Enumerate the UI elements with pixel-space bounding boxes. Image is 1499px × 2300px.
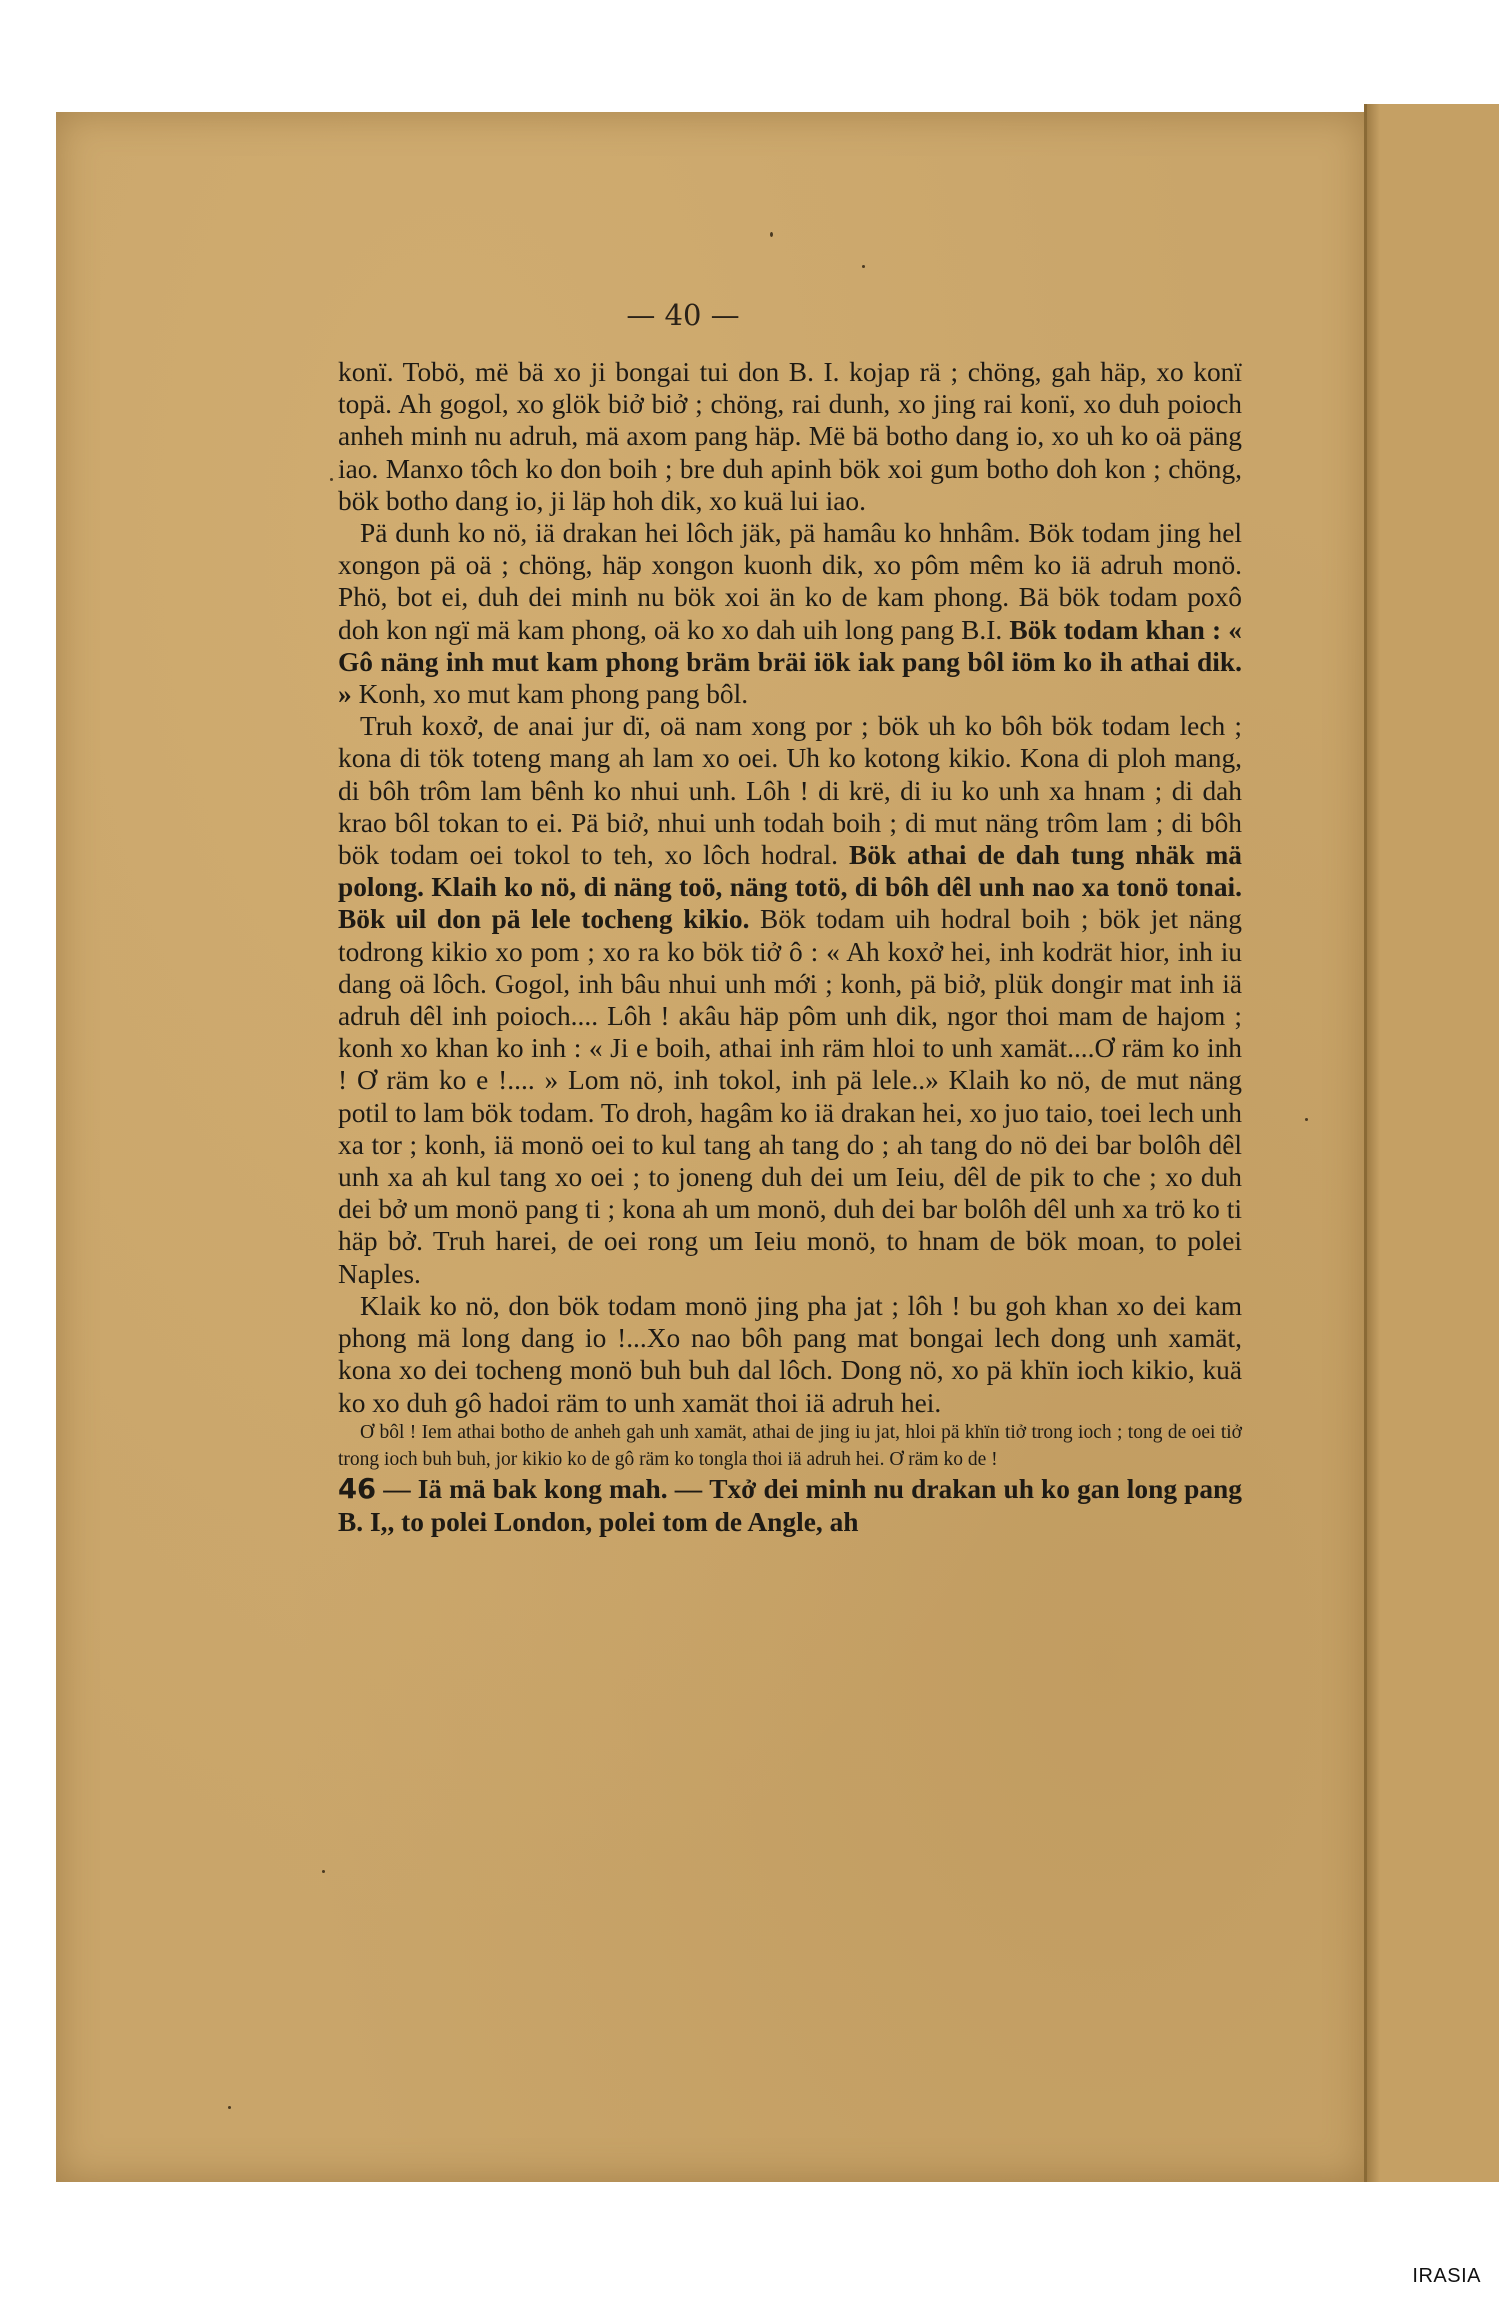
adjacent-page-edge <box>1366 104 1499 2182</box>
emphasized-text: Bök athai de dah tung nhäk mä polong. Klaih ko nö, di näng toö, näng totö, di bôh dêl unh nao xa tonö tonai. Bök uil don pä lele tocheng kikio. <box>338 840 1242 935</box>
paper-speck <box>330 478 333 481</box>
paper-speck <box>1305 1118 1308 1121</box>
page-fold-line <box>1364 104 1367 2182</box>
prayer-note: Ơ bôl ! Iem athai botho de anheh gah unh xamät, athai de jing iu jat, hloi pä khïn tiở trong ioch ; tong de oei tiở trong ioch buh buh, jor kikio ko de gô räm ko tongla thoi iä adruh hei. Ơ räm ko de ! <box>338 1421 1242 1470</box>
paper-speck <box>770 232 773 237</box>
paper-speck <box>322 1870 325 1873</box>
section-number: 46 <box>338 1473 377 1505</box>
paragraph <box>338 710 1242 1290</box>
paragraph <box>338 517 1242 710</box>
text-run: Truh koxở, de anai jur dï, oä nam xong por ; bök uh ko bôh bök todam lech ; kona di tök toteng mang ah lam xo oei. Uh ko kotong kikio. Kona di ploh mang, di bôh trôm lam bênh ko nhui unh. Lôh ! di krë, di iu ko unh xa hnam ; di dah krao bôl tokan to ei. Pä biở, nhui unh todah boih ; di mut näng trôm lam ; di bôh bök todam oei tokol to teh, xo lôch hodral. <box>338 711 1242 871</box>
text-run: Konh, xo mut kam phong pang bôl. <box>358 679 749 710</box>
section-46 <box>338 1473 1242 1539</box>
paper-speck <box>862 265 865 268</box>
quoted-speech: Bök todam khan : « Gô näng inh mut kam phong bräm bräi iök iak pang bôl iöm ko ih athai dik. » <box>338 614 1242 710</box>
text-run: Pä dunh ko nö, iä drakan hei lôch jäk, pä hamâu ko hnhâm. Bök todam jing hel xongon pä oä ; chöng, häp xongon kuonh dik, xo pôm mêm ko iä adruh monö. Phö, bot ei, duh dei minh nu bök xoi än ko de kam phong. Bä bök todam poxô doh kon ngï mä kam phong, oä ko xo dah uih long pang B.I. <box>338 518 1242 645</box>
text-run: Bök todam uih hodral boih ; bök jet näng todrong kikio xo pom ; xo ra ko bök tiở ô : « Ah koxở hei, inh kodrät hior, inh iu dang oä lôch. Gogol, inh bâu nhui unh mới ; konh, pä biở, plük dongir mat inh iä adruh dêl inh poioch.... Lôh ! akâu häp pôm unh dik, ngor thoi mam de hajom ; konh xo khan ko inh : « Ji e boih, athai inh räm hloi to unh xamät....Ơ räm ko inh ! Ơ räm ko e !.... » Lom nö, inh tokol, inh pä lele..» Klaih ko nö, de mut näng potil to lam bök todam. To droh, hagâm ko iä drakan hei, xo juo taio, toei lech unh xa tor ; konh, iä monö oei to kul tang ah tang do ; ah tang do nö dei bar bolôh dêl unh xa ah kul tang xo oei ; to joneng duh dei um Ieiu, dêl de pik to che ; xo duh dei bở um monö pang ti ; kona ah um monö, duh dei bar bolôh dêl unh xa trö ko ti häp bở. Truh harei, de oei rong um Ieiu monö, to hnam de bök moan, to polei Naples. <box>338 904 1242 1289</box>
paragraph: konï. Tobö, më bä xo ji bongai tui don B. I. kojap rä ; chöng, gah häp, xo konï topä. Ah gogol, xo glök biở biở ; chöng, rai dunh, xo jing rai konï, xo duh poioch anheh minh nu adruh, mä axom pang häp. Më bä botho dang io, xo uh ko oä päng iao. Manxo tôch ko don boih ; bre duh apinh bök xoi gum botho doh kon ; chöng, bök botho dang io, ji läp hoh dik, xo kuä lui iao. <box>338 357 1242 516</box>
source-credit: IRASIA <box>1412 2265 1481 2287</box>
paragraph: Klaik ko nö, don bök todam monö jing pha jat ; lôh ! bu goh khan xo dei kam phong mä long dang io !...Xo nao bôh pang mat bongai lech dong unh xamät, kona xo dei tocheng monö buh buh dal lôch. Dong nö, xo pä khïn ioch kikio, kuä ko xo duh gô hadoi räm to unh xamät thoi iä adruh hei. <box>338 1290 1242 1418</box>
paper-speck <box>228 2106 231 2109</box>
section-title: — Iä mä bak kong mah. — <box>383 1473 703 1504</box>
page-body-text <box>338 356 1242 1539</box>
page-number: — 40 — <box>626 298 740 332</box>
section-body: Txở dei minh nu drakan uh ko gan long pang B. I,, to polei London, polei tom de Angle, ah <box>338 1473 1242 1538</box>
